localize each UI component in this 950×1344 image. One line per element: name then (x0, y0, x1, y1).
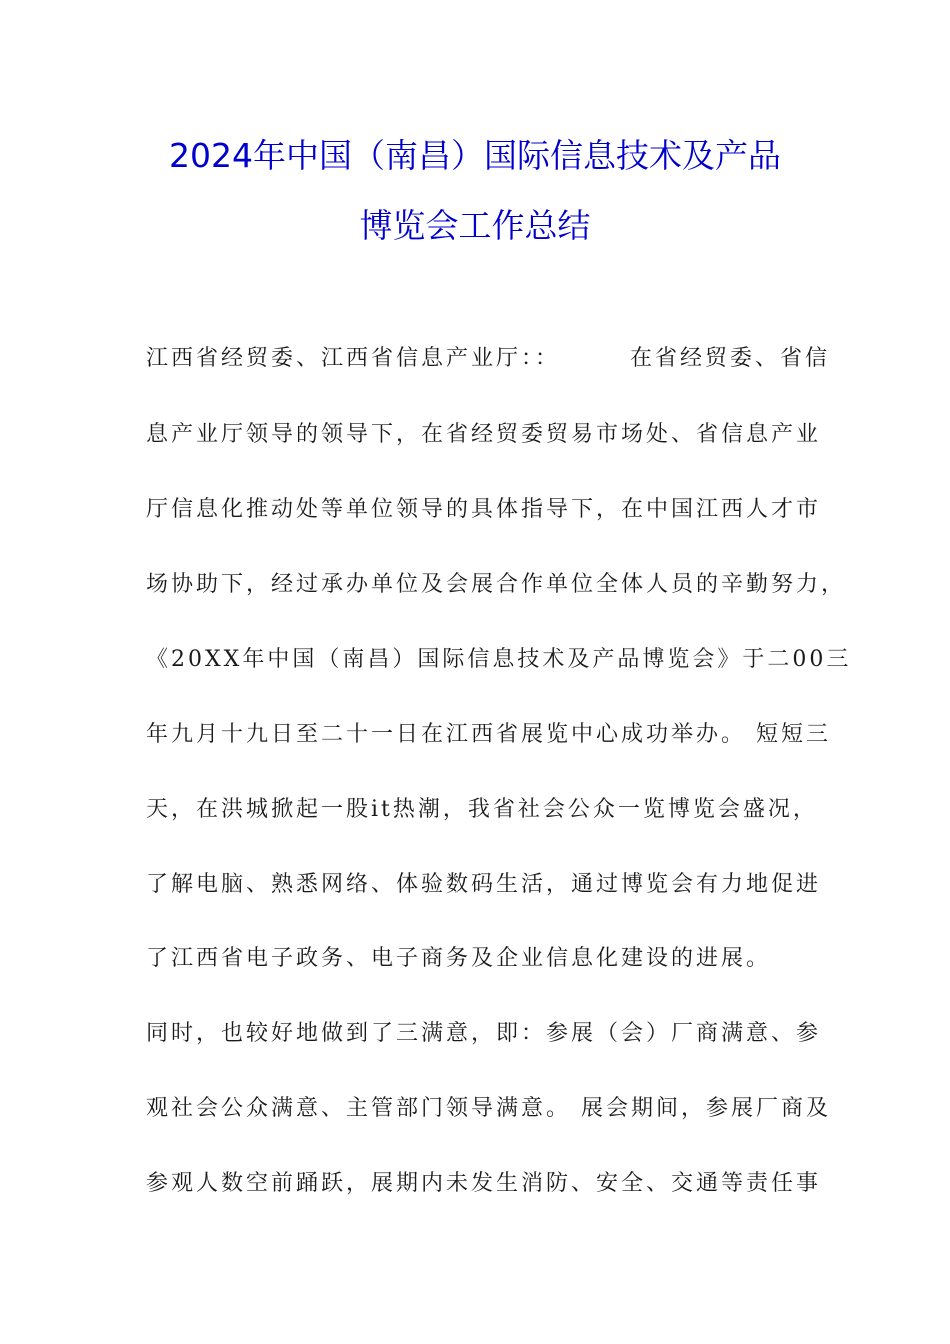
document-title-line-1: 2024年中国（南昌）国际信息技术及产品 (169, 136, 781, 175)
body-text-line: 天，在洪城掀起一股it热潮，我省社会公众一览博览会盛况， (146, 797, 818, 822)
body-text-line: 了解电脑、熟悉网络、体验数码生活，通过博览会有力地促进 (146, 872, 822, 897)
body-text-line: 年九月十九日至二十一日在江西省展览中心成功举办。 短短三 (146, 722, 831, 747)
body-text-line: 场协助下，经过承办单位及会展合作单位全体人员的辛勤努力， (146, 572, 847, 597)
body-text-line: 息产业厅领导的领导下，在省经贸委贸易市场处、省信息产业 (146, 422, 822, 447)
body-text-line: 参观人数空前踊跃，展期内未发生消防、安全、交通等责任事 (146, 1171, 822, 1196)
body-text-line: 厅信息化推动处等单位领导的具体指导下，在中国江西人才市 (146, 497, 822, 522)
document-title-line-2: 博览会工作总结 (359, 206, 591, 245)
body-text-line: 江西省经贸委、江西省信息产业厅：： 在省经贸委、省信 (146, 346, 830, 371)
body-text-line: 《20XX年中国（南昌）国际信息技术及产品博览会》于二00三 (146, 647, 852, 672)
body-text-line: 了江西省电子政务、电子商务及企业信息化建设的进展。 (146, 946, 772, 971)
body-text-line: 观社会公众满意、主管部门领导满意。 展会期间，参展厂商及 (146, 1096, 831, 1121)
body-text-line: 同时，也较好地做到了三满意，即：参展（会）厂商满意、参 (146, 1021, 822, 1046)
